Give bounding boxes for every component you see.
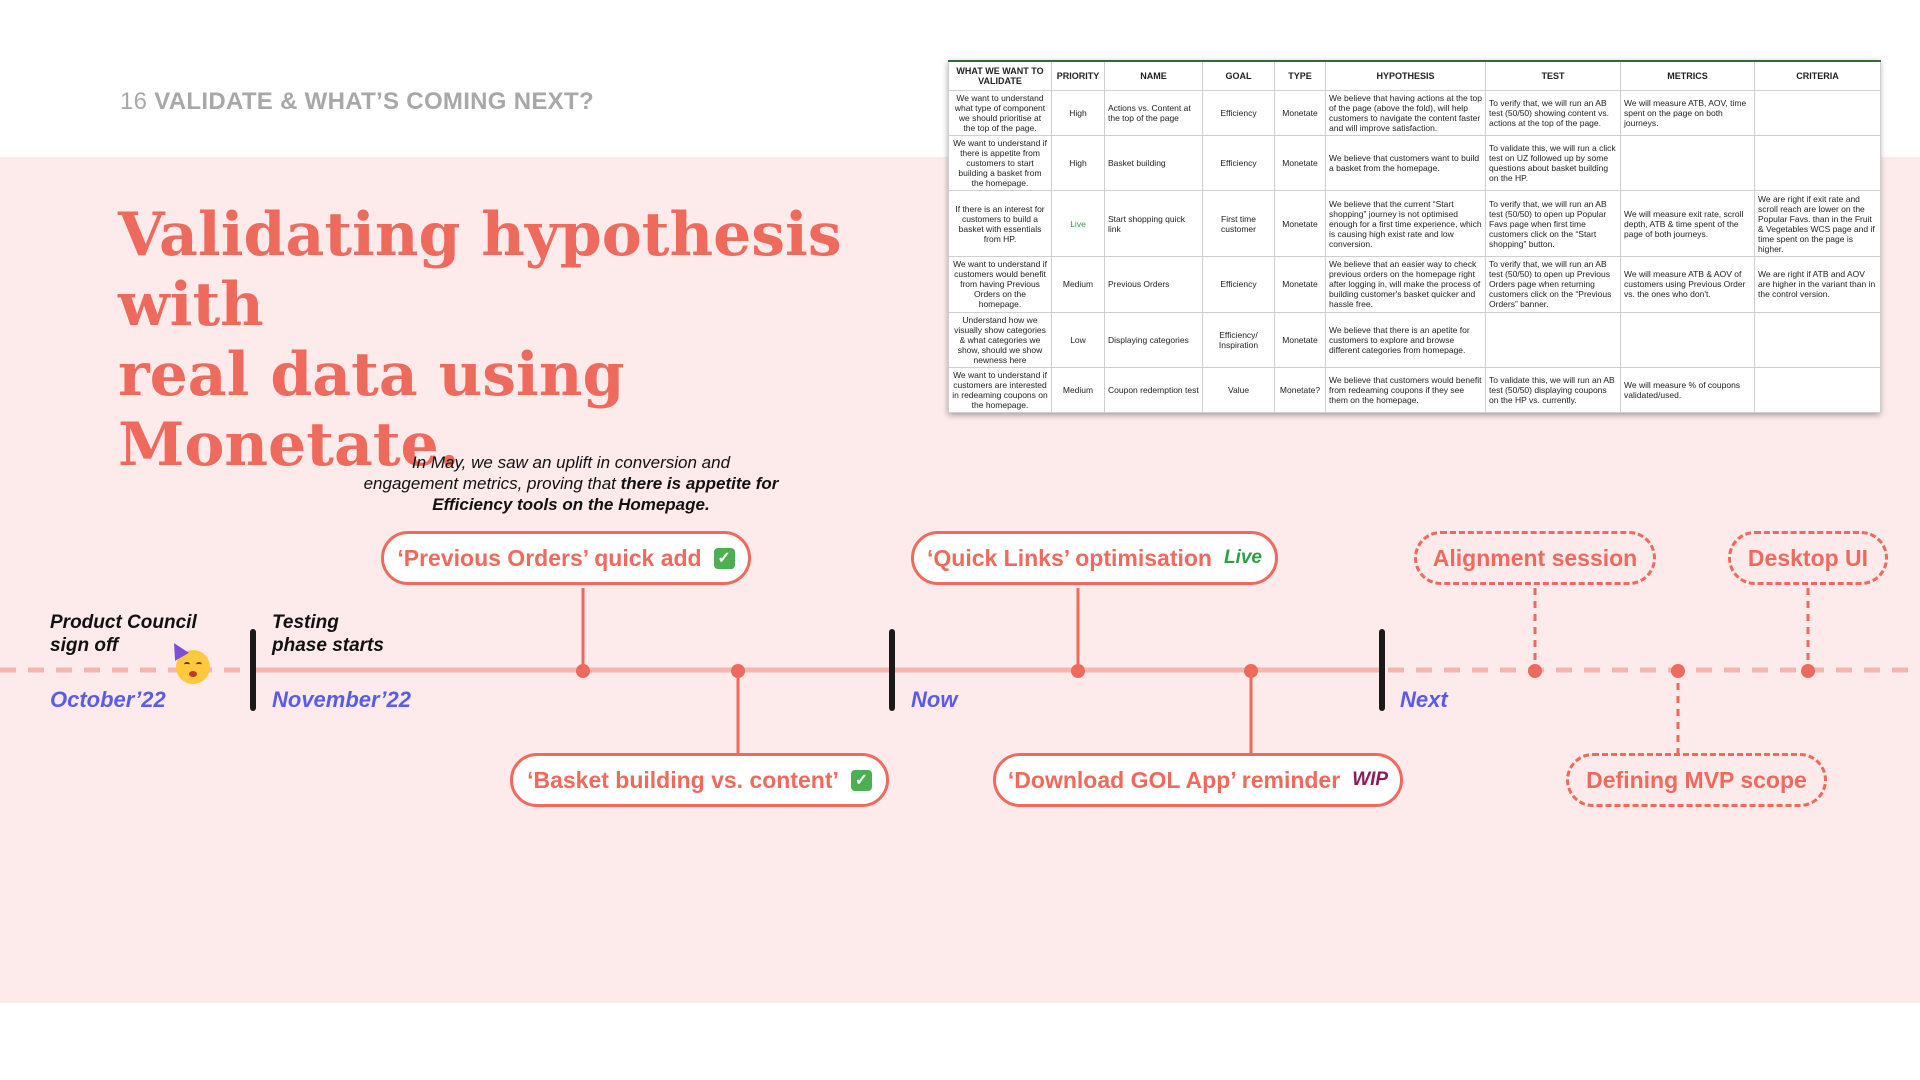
- milestone-download-app: [993, 753, 1403, 807]
- date-now: Now: [911, 687, 958, 712]
- timeline-dot: [1671, 664, 1685, 678]
- milestone-previous-orders: [381, 531, 751, 585]
- table-cell: Low: [1052, 312, 1105, 367]
- table-cell: Actions vs. Content at the top of the page: [1105, 91, 1203, 136]
- check-mark-icon: ✓: [851, 770, 872, 791]
- table-cell: We want to understand if there is appetite from customers to start building a basket from the homepage.: [949, 135, 1052, 190]
- table-cell: Understand how we visually show categories & what categories we show, should we show newness here: [949, 312, 1052, 367]
- table-cell: We believe that customers would benefit from redeaming coupons if they see them on the homepage.: [1326, 368, 1486, 413]
- column-header: TYPE: [1275, 61, 1326, 91]
- table-cell: Monetate: [1275, 257, 1326, 312]
- table-cell: We will measure exit rate, scroll depth, ATB & time spent of the page of both journeys.: [1621, 191, 1755, 257]
- milestone-mvp-scope: [1566, 753, 1827, 807]
- wip-status-tag: WIP: [1352, 769, 1389, 790]
- table-cell: Monetate: [1275, 191, 1326, 257]
- column-header: NAME: [1105, 61, 1203, 91]
- live-status-tag: Live: [1223, 547, 1263, 568]
- table-cell: Monetate: [1275, 312, 1326, 367]
- table-cell: Efficiency/ Inspiration: [1203, 312, 1275, 367]
- milestone-basket-building: [510, 753, 889, 807]
- timeline-dot: [1528, 664, 1542, 678]
- timeline-dot: [1801, 664, 1815, 678]
- milestone-quick-links-label: ‘Quick Links’ optimisation: [926, 544, 1212, 571]
- table-cell: We want to understand if customers are interested in redeaming coupons on the homepage.: [949, 368, 1052, 413]
- table-cell: Live: [1052, 191, 1105, 257]
- table-cell: We are right if ATB and AOV are higher in the variant than in the control version.: [1755, 257, 1881, 312]
- table-cell: Efficiency: [1203, 91, 1275, 136]
- table-cell: To verify that, we will run an AB test (50/50) showing content vs. actions at the top of the page.: [1486, 91, 1621, 136]
- table-cell: Medium: [1052, 257, 1105, 312]
- table-cell: If there is an interest for customers to build a basket with essentials from HP.: [949, 191, 1052, 257]
- testing-phase-line-2: phase starts: [272, 635, 384, 656]
- note-line-2-bold: there is appetite for: [620, 474, 779, 493]
- date-october: October’22: [50, 687, 166, 712]
- date-next: Next: [1400, 687, 1448, 712]
- partying-face-icon: [176, 650, 210, 684]
- milestone-alignment-label: Alignment session: [1432, 544, 1638, 571]
- milestone-previous-orders-label: ‘Previous Orders’ quick add: [397, 544, 702, 571]
- check-mark-icon: ✓: [714, 548, 735, 569]
- milestone-mvp-scope-label: Defining MVP scope: [1586, 766, 1807, 793]
- table-cell: We believe that customers want to build a basket from the homepage.: [1326, 135, 1486, 190]
- table-cell: We are right if exit rate and scroll reach are lower on the Popular Favs. than in the Fruit & Vegetables WCS page and if time spent on the page is higher.: [1755, 191, 1881, 257]
- product-council-line-2: sign off: [50, 635, 119, 656]
- timeline-dot: [1244, 664, 1258, 678]
- note-line-2-plain: engagement metrics, proving that: [363, 474, 621, 493]
- milestone-quick-links: [911, 531, 1278, 585]
- note-line-3-bold: Efficiency tools on the Homepage.: [432, 495, 710, 514]
- table-cell: To validate this, we will run an AB test (50/50) displaying coupons on the HP vs. currently.: [1486, 368, 1621, 413]
- table-cell: We want to understand what type of component we should prioritise at the top of the page.: [949, 91, 1052, 136]
- timeline-dot: [576, 664, 590, 678]
- table-cell: We believe that there is an apetite for customers to explore and browse different categories from homepage.: [1326, 312, 1486, 367]
- table-cell: Efficiency: [1203, 257, 1275, 312]
- table-cell: We will measure % of coupons validated/used.: [1621, 368, 1755, 413]
- column-header: GOAL: [1203, 61, 1275, 91]
- table-cell: Value: [1203, 368, 1275, 413]
- testing-phase-label: [272, 611, 384, 657]
- table-cell: Displaying categories: [1105, 312, 1203, 367]
- milestone-alignment-session: [1414, 531, 1656, 585]
- table-cell: We will measure ATB, AOV, time spent on the page on both journeys.: [1621, 91, 1755, 136]
- table-cell: Monetate: [1275, 135, 1326, 190]
- table-cell: Medium: [1052, 368, 1105, 413]
- column-header: HYPOTHESIS: [1326, 61, 1486, 91]
- section-number: 16: [120, 88, 148, 115]
- table-cell: Basket building: [1105, 135, 1203, 190]
- column-header: METRICS: [1621, 61, 1755, 91]
- note-line-1: In May, we saw an uplift in conversion and: [411, 453, 731, 472]
- table-cell: Monetate: [1275, 91, 1326, 136]
- table-cell: We believe that having actions at the top of the page (above the fold), will help customers to navigate the content faster and will improve satisfaction.: [1326, 91, 1486, 136]
- table-cell: Monetate?: [1275, 368, 1326, 413]
- table-cell: To validate this, we will run a click test on UZ followed up by some questions about basket building on the HP.: [1486, 135, 1621, 190]
- milestone-desktop-ui-label: Desktop UI: [1747, 544, 1869, 571]
- table-cell: We want to understand if customers would benefit from having Previous Orders on the homepage.: [949, 257, 1052, 312]
- timeline-dot: [731, 664, 745, 678]
- column-header: TEST: [1486, 61, 1621, 91]
- table-cell: We believe that an easier way to check previous orders on the homepage right after logging in, will make the process of building customer's basket quicker and hassle free.: [1326, 257, 1486, 312]
- product-council-line-1: Product Council: [50, 612, 197, 633]
- table-cell: We believe that the current “Start shopping” journey is not optimised enough for a first time experience, which is causing high exist rate and low conversion.: [1326, 191, 1486, 257]
- table-cell: High: [1052, 91, 1105, 136]
- table-cell: Previous Orders: [1105, 257, 1203, 312]
- table-cell: Coupon redemption test: [1105, 368, 1203, 413]
- column-header: PRIORITY: [1052, 61, 1105, 91]
- page-title-line-1: Validating hypothesis with: [118, 200, 842, 340]
- table-cell: Start shopping quick link: [1105, 191, 1203, 257]
- column-header: CRITERIA: [1755, 61, 1881, 91]
- page-title-line-2: real data using Monetate.: [118, 340, 625, 480]
- table-cell: To verify that, we will run an AB test (50/50) to open up Previous Orders page when returning customers click on the “Previous Orders” banner.: [1486, 257, 1621, 312]
- date-november: November’22: [272, 687, 411, 712]
- milestone-basket-building-label: ‘Basket building vs. content’: [527, 766, 839, 793]
- column-header: WHAT WE WANT TO VALIDATE: [949, 61, 1052, 91]
- timeline-dot: [1071, 664, 1085, 678]
- table-cell: To verify that, we will run an AB test (50/50) to open up Popular Favs page when first time customers click on the “Start shopping” button.: [1486, 191, 1621, 257]
- milestone-download-app-label: ‘Download GOL App’ reminder: [1007, 766, 1341, 793]
- testing-phase-line-1: Testing: [272, 612, 339, 633]
- table-cell: High: [1052, 135, 1105, 190]
- table-cell: Efficiency: [1203, 135, 1275, 190]
- milestone-desktop-ui: [1728, 531, 1888, 585]
- table-cell: We will measure ATB & AOV of customers using Previous Order vs. the ones who don't.: [1621, 257, 1755, 312]
- section-title: VALIDATE & WHAT’S COMING NEXT?: [154, 88, 594, 115]
- table-cell: First time customer: [1203, 191, 1275, 257]
